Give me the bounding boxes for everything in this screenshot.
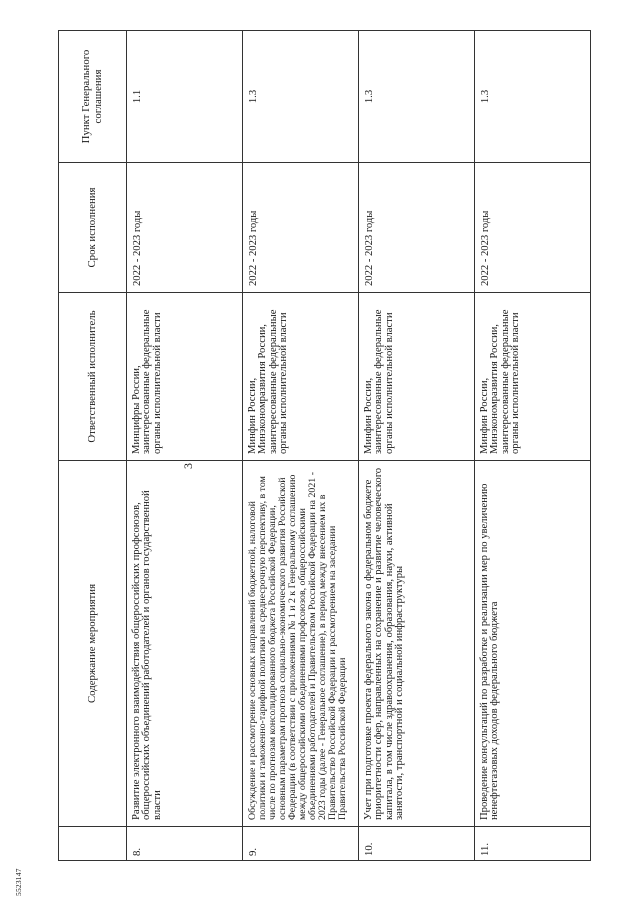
measures-table — [58, 30, 591, 861]
execution-term: 2022 - 2023 годы — [475, 163, 591, 293]
header-clause: Пункт Генерального соглашения — [59, 31, 127, 163]
execution-term: 2022 - 2023 годы — [127, 163, 243, 293]
row-number: 11. — [475, 827, 591, 861]
agreement-clause: 1.3 — [359, 31, 475, 163]
table-row — [243, 31, 359, 861]
header-number — [59, 827, 127, 861]
table-row — [359, 31, 475, 861]
table-header-row — [59, 31, 127, 861]
measure-content: Развитие электронного взаимодействия общероссийских профсоюзов, общероссийских объединений работодателей и органов государственной власти — [127, 461, 243, 827]
header-executor: Ответственный исполнитель — [59, 293, 127, 461]
agreement-clause: 1.3 — [475, 31, 591, 163]
measure-content: Обсуждение и рассмотрение основных направлений бюджетной, налоговой политики и таможенно-тарифной политики на среднесрочную перспективу, в том числе по прогнозам консолидированного бюджета Российской Федерации, основным параметрам прогноза социально-экономического развития Российской Федерации (в соответствии с приложениями № 1 и 2 к Генеральному соглашению между общероссийскими объединениями профсоюзов, общероссийскими объединениями работодателей и Правительством Российской Федерации на 2021 - 2023 годы (далее - Генеральное соглашение), в период между внесением их в Правительство Российской Федерации и рассмотрением на заседании Правительства Российской Федерации — [243, 461, 359, 827]
page-number: 3 — [181, 463, 195, 469]
row-number: 8. — [127, 827, 243, 861]
responsible-executor: Минфин России, заинтересованные федеральные органы исполнительной власти — [359, 293, 475, 461]
execution-term: 2022 - 2023 годы — [243, 163, 359, 293]
responsible-executor: Минфин России, Минэкономразвития России, заинтересованные федеральные органы исполнительной власти — [475, 293, 591, 461]
agreement-clause: 1.3 — [243, 31, 359, 163]
header-term: Срок исполнения — [59, 163, 127, 293]
responsible-executor: Минцифры России, заинтересованные федеральные органы исполнительной власти — [127, 293, 243, 461]
row-number: 10. — [359, 827, 475, 861]
row-number: 9. — [243, 827, 359, 861]
agreement-clause: 1.1 — [127, 31, 243, 163]
table-row — [127, 31, 243, 861]
table-row — [475, 31, 591, 861]
execution-term: 2022 - 2023 годы — [359, 163, 475, 293]
measure-content: Учет при подготовке проекта федерального закона о федеральном бюджете приоритетности сфер, направленных на сохранение и развитие человеческого капитала, в том числе здравоохранения, образования, науки, активной занятости, транспортной и социальной инфраструктуры — [359, 461, 475, 827]
measure-content: Проведение консультаций по разработке и реализации мер по увеличению ненефтегазовых доходов федерального бюджета — [475, 461, 591, 827]
responsible-executor: Минфин России, Минэкономразвития России, заинтересованные федеральные органы исполнительной власти — [243, 293, 359, 461]
header-content: Содержание мероприятия — [59, 461, 127, 827]
document-code: 5523147 — [14, 868, 23, 896]
